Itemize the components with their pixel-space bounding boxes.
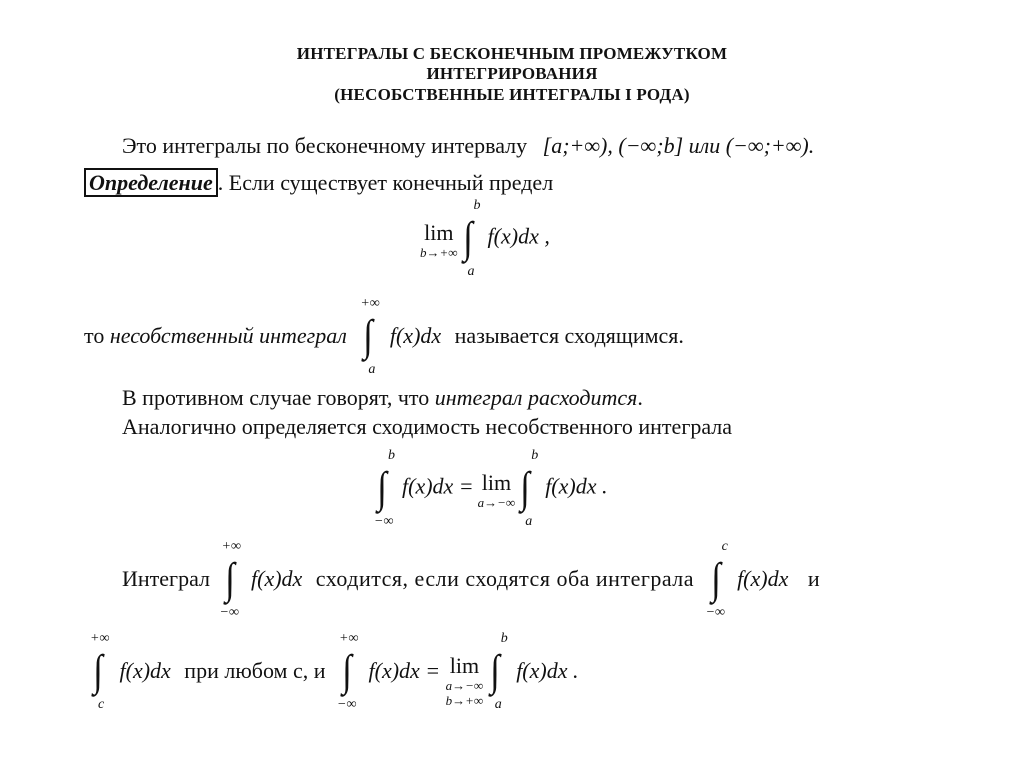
integral-upper: b bbox=[388, 448, 395, 463]
both-middle: сходится, если сходятся оба интеграла bbox=[315, 566, 695, 592]
integrand: f(x)dx bbox=[389, 323, 442, 349]
limit-word: lim bbox=[449, 653, 480, 678]
integrand-2: f(x)dx bbox=[737, 566, 789, 592]
limit-under-2: b→+∞ bbox=[445, 693, 484, 708]
limit-word: lim bbox=[424, 219, 454, 245]
integral-lower-3: a bbox=[494, 697, 502, 712]
limit-under-1: a→−∞ bbox=[445, 678, 484, 693]
integral-sign-2: ∫ b a bbox=[520, 448, 539, 529]
both-and: и bbox=[807, 566, 820, 592]
integral-lower: −∞ bbox=[374, 514, 394, 529]
analog-line: Аналогично определяется сходимость несобственного интеграла bbox=[122, 414, 733, 439]
definition-label: Определение bbox=[84, 168, 218, 197]
integrand-2: f(x)dx . bbox=[545, 473, 608, 499]
integral-sign-3: ∫ b a bbox=[489, 631, 508, 712]
intro-line bbox=[122, 133, 814, 159]
integral-lower: c bbox=[98, 697, 105, 712]
page-title-line-3: (НЕСОБСТВЕННЫЕ ИНТЕГРАЛЫ I РОДА) bbox=[334, 85, 690, 104]
definition-line bbox=[84, 170, 553, 196]
integral-sign: ∫ b −∞ bbox=[374, 448, 395, 529]
integral-lower: −∞ bbox=[219, 605, 239, 620]
integral-upper-2: c bbox=[721, 539, 728, 554]
integrand: f(x)dx bbox=[119, 658, 171, 684]
integral-upper: +∞ bbox=[90, 631, 110, 646]
integrand: f(x)dx = bbox=[402, 473, 474, 499]
integral-upper-3: b bbox=[500, 631, 508, 646]
formula-limit-definition bbox=[420, 198, 550, 279]
otherwise-term: интеграл расходится bbox=[434, 385, 638, 410]
integral-lower: a bbox=[467, 264, 475, 279]
integral-sign: ∫ +∞ a bbox=[360, 296, 380, 377]
otherwise-line bbox=[122, 385, 643, 411]
integral-upper: b bbox=[473, 198, 481, 213]
both-line bbox=[122, 539, 820, 620]
limit-under: b→+∞ bbox=[420, 244, 458, 260]
converges-line bbox=[84, 296, 684, 377]
integral-upper-2: +∞ bbox=[339, 631, 359, 646]
integral-upper: +∞ bbox=[360, 296, 380, 311]
integral-upper: +∞ bbox=[221, 539, 241, 554]
integral-lower-2: a bbox=[525, 514, 533, 529]
limit bbox=[446, 654, 484, 708]
intro-text: Это интегралы по бесконечному интервалу bbox=[122, 133, 528, 158]
limit bbox=[478, 471, 516, 510]
otherwise-text: В противном случае говорят, что bbox=[122, 385, 430, 410]
both-prefix: Интеграл bbox=[122, 566, 210, 592]
integral-sign-2: ∫ c −∞ bbox=[705, 539, 728, 620]
converges-prefix: то bbox=[84, 323, 105, 349]
integrand: f(x)dx bbox=[251, 566, 303, 592]
limit bbox=[420, 221, 458, 260]
integral-sign-2: ∫ +∞ −∞ bbox=[337, 631, 359, 712]
integral-lower-2: −∞ bbox=[705, 605, 725, 620]
integrand: f(x)dx , bbox=[487, 223, 550, 249]
integral-sign: ∫ b a bbox=[462, 198, 481, 279]
page-title-line-2: ИНТЕГРИРОВАНИЯ bbox=[426, 64, 598, 83]
formula-both-infinite bbox=[90, 631, 579, 712]
integral-lower: a bbox=[368, 362, 376, 377]
integral-upper-2: b bbox=[531, 448, 539, 463]
intro-intervals: [a;+∞), (−∞;b] или (−∞;+∞). bbox=[542, 133, 815, 158]
formula-left-infinite bbox=[374, 448, 608, 529]
integral-sign: ∫ +∞ −∞ bbox=[219, 539, 241, 620]
converges-term: несобственный интеграл bbox=[109, 323, 347, 349]
limit-under: a→−∞ bbox=[477, 494, 516, 510]
otherwise-end: . bbox=[637, 385, 643, 410]
formula3-middle: при любом c, и bbox=[184, 658, 326, 684]
page-title-line-1: ИНТЕГРАЛЫ С БЕСКОНЕЧНЫМ ПРОМЕЖУТКОМ bbox=[296, 44, 728, 63]
integral-sign: ∫ +∞ c bbox=[90, 631, 110, 712]
definition-text: . Если существует конечный предел bbox=[217, 170, 554, 195]
integrand-3: f(x)dx . bbox=[516, 658, 579, 684]
converges-suffix: называется сходящимся. bbox=[454, 323, 684, 349]
limit-word: lim bbox=[481, 469, 512, 495]
integral-lower-2: −∞ bbox=[337, 697, 357, 712]
integrand-2: f(x)dx = bbox=[368, 658, 441, 684]
